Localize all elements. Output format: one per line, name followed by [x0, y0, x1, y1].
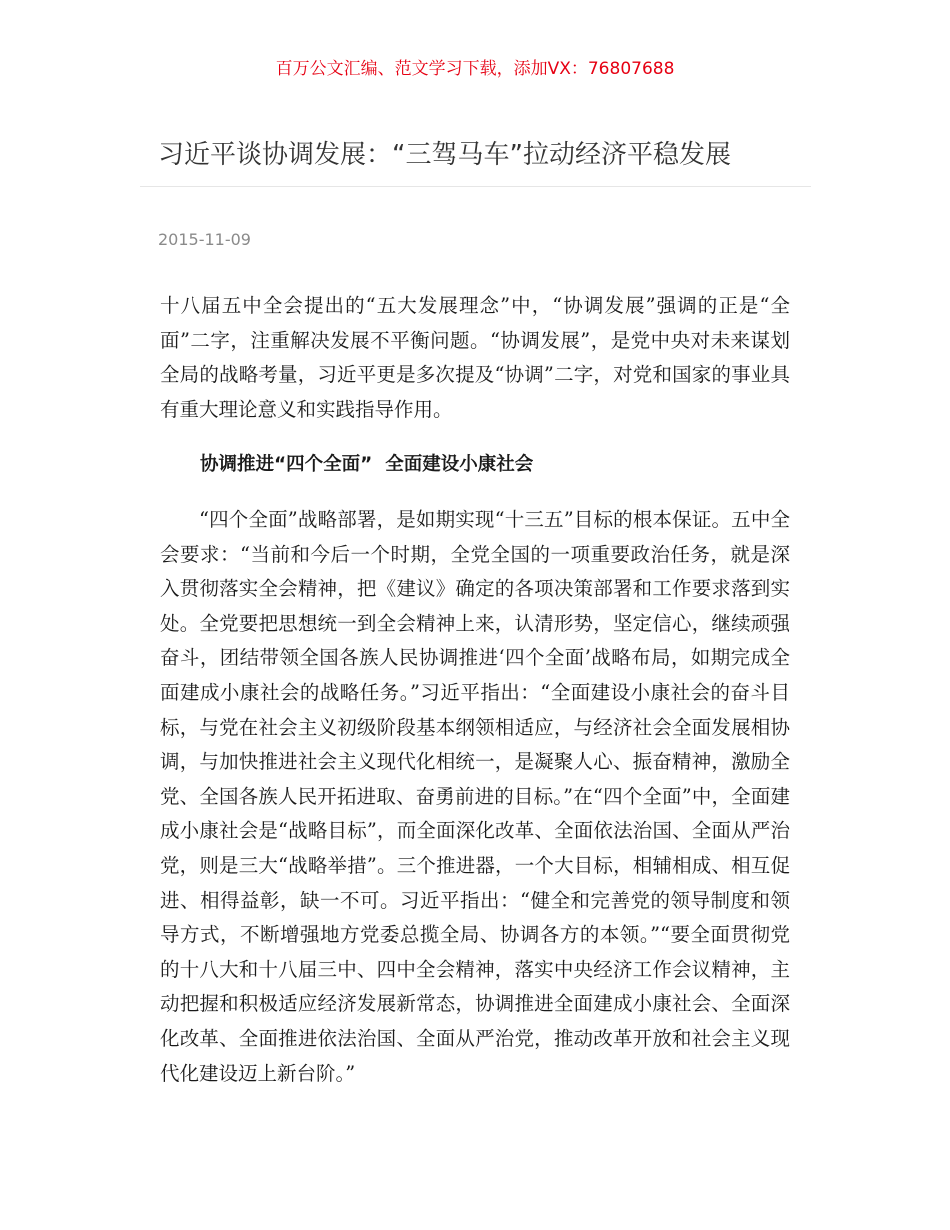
paragraph-body: “四个全面”战略部署，是如期实现“十三五”目标的根本保证。五中全会要求：“当前和今后一个时期，全党全国的一项重要政治任务，就是深入贯彻落实全会精神，把《建议》确定的各项决策部署和工作要求落到实处。全党要把思想统一到全会精神上来，认清形势，坚定信心，继续顽强奋斗，团结带领全国各族人民协调推进‘四个全面’战略布局，如期完成全面建成小康社会的战略任务。”习近平指出：“全面建设小康社会的奋斗目标，与党在社会主义初级阶段基本纲领相适应，与经济社会全面发展相协调，与加快推进社会主义现代化相统一，是凝聚人心、振奋精神，激励全党、全国各族人民开拓进取、奋勇前进的目标。”在“四个全面”中，全面建成小康社会是“战略目标”，而全面深化改革、全面依法治国、全面从严治党，则是三大“战略举措”。三个推进器，一个大目标，相辅相成、相互促进、相得益彰，缺一不可。习近平指出：“健全和完善党的领导制度和领导方式，不断增强地方党委总揽全局、协调各方的本领。”“要全面贯彻党的十八大和十八届三中、四中全会精神，落实中央经济工作会议精神，主动把握和积极适应经济发展新常态，协调推进全面建成小康社会、全面深化改革、全面推进依法治国、全面从严治党，推动改革开放和社会主义现代化建设迈上新台阶。” — [160, 508, 790, 1085]
title-divider — [140, 186, 811, 187]
publish-date: 2015-11-09 — [158, 230, 251, 249]
article-title: 习近平谈协调发展：“三驾马车”拉动经济平稳发展 — [158, 140, 731, 170]
promo-banner: 百万公文汇编、范文学习下载，添加VX：76807688 — [275, 59, 675, 79]
section-heading: 协调推进“四个全面” 全面建设小康社会 — [200, 454, 534, 475]
paragraph-intro: 十八届五中全会提出的“五大发展理念”中，“协调发展”强调的正是“全面”二字，注重解决发展不平衡问题。“协调发展”，是党中央对未来谋划全局的战略考量，习近平更是多次提及“协调”二字，对党和国家的事业具有重大理论意义和实践指导作用。 — [160, 294, 790, 421]
